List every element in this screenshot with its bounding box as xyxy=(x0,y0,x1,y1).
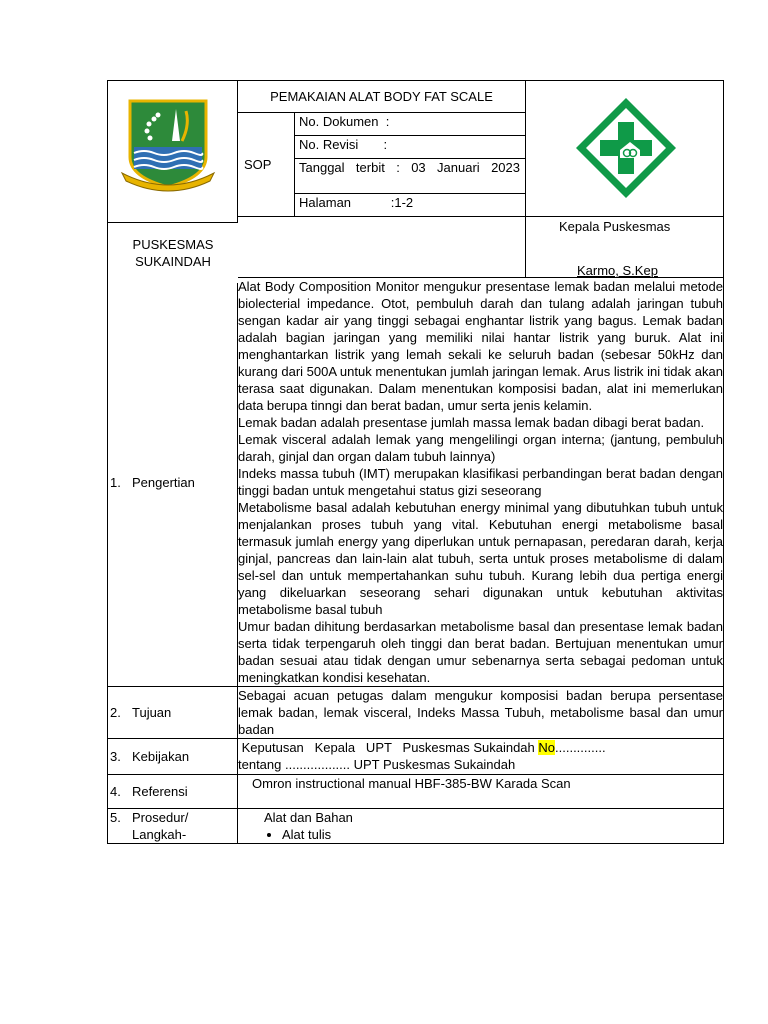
section-number: 4. xyxy=(110,784,121,799)
no-revisi: No. Revisi : xyxy=(295,136,526,159)
section-label: Kebijakan xyxy=(132,749,190,764)
section-number: 1. xyxy=(110,474,121,490)
sop-label: SOP xyxy=(238,113,295,217)
pengertian-text xyxy=(238,278,724,687)
section-label: Referensi xyxy=(132,784,188,799)
section-number: 2. xyxy=(110,705,121,720)
prosedur-list xyxy=(238,826,723,843)
puskesmas-logo-cell xyxy=(526,81,724,217)
kebijakan-line2: tentang .................. UPT Puskesmas Sukaindah xyxy=(238,757,516,772)
tujuan-label-cell xyxy=(108,687,238,739)
signer-cell xyxy=(526,217,724,278)
list-item: • Alat tulis xyxy=(282,826,723,843)
paragraph: Alat Body Composition Monitor mengukur presentase lemak badan melalui metode biolecterial impedance. Otot, pembuluh darah dan tulang adalah jaringan tubuh sengan kadar air yang tinggi sebagai enghantar listrik yang bagus. Lemak badan adalah bagian jaringan yang memiliki nilai hantar listrik yang buruk. Alat ini menghantarkan listrik yang lemah sekali ke seluruh badan (sebesar 50kHz dan kurang dari 500A untuk menentukan jumlah jaringan lemak. Arus listrik ini tidak akan terasa saat digunakan. Dalam menentukan komposisi badan, alat ini memerlukan data berupa tinngi dan berat badan, umur serta jenis kelamin. xyxy=(238,279,723,413)
paragraph: Umur badan dihitung berdasarkan metabolisme basal dan presentase lemak badan serta tidak terpengaruh oleh tinggi dan berat badan. Bertujuan menentukan umur badan sesuai atau tidak dengan umur sebenarnya serta sebagai pedoman untuk meningkatkan kondisi kesehatan. xyxy=(238,619,723,685)
sop-table xyxy=(107,80,724,844)
tanggal-terbit: Tanggal terbit : 03 Januari 2023 xyxy=(295,159,526,194)
institution-name xyxy=(108,222,238,283)
highlighted-no: No xyxy=(538,740,556,755)
referensi-text: Omron instructional manual HBF-385-BW Karada Scan xyxy=(238,775,724,809)
paragraph: Lemak badan adalah presentase jumlah massa lemak badan dibagi berat badan. xyxy=(238,415,705,430)
section-label: Pengertian xyxy=(132,474,195,490)
paragraph: Lemak visceral adalah lemak yang mengelilingi organ interna; (jantung, pembuluh darah, ginjal dan organ dalam tubuh lainnya) xyxy=(238,432,723,464)
section-label: Tujuan xyxy=(132,705,172,720)
section-label: Prosedur/ xyxy=(132,810,189,825)
institution-label: PUSKESMAS SUKAINDAH xyxy=(132,237,214,269)
regency-emblem-icon xyxy=(120,97,216,193)
prosedur-heading: Alat dan Bahan xyxy=(264,810,353,825)
empty-cell xyxy=(238,217,526,278)
kebijakan-line1: Keputusan Kepala UPT Puskesmas Sukaindah xyxy=(238,740,539,755)
document-title: PEMAKAIAN ALAT BODY FAT SCALE xyxy=(238,81,526,113)
prosedur-text xyxy=(238,809,724,844)
kebijakan-label-cell xyxy=(108,739,238,775)
halaman: Halaman :1-2 xyxy=(295,194,526,217)
kebijakan-text xyxy=(238,739,724,775)
referensi-label-cell xyxy=(108,775,238,809)
no-dokumen: No. Dokumen : xyxy=(295,113,526,136)
paragraph: Metabolisme basal adalah kebutuhan energy minimal yang dibutuhkan tubuh untuk menjalankan proses tubuh yang vital. Kebutuhan energi metabolisme basal termasuk jumlah energy yang diperlukan untuk pernapasan, peredaran darah, kerja ginjal, pancreas dan lain-lain alat tubuh, serta untuk proses metabolisme di dalam sel-sel dan untuk mempertahankan suhu tubuh. Kurang lebih dua pertiga energi yang dikeluarkan seseorang sehari digunakan untuk kebutuhan aktivitas metabolisme basal tubuh xyxy=(238,500,723,617)
section-number: 5. xyxy=(110,810,121,825)
puskesmas-logo-icon xyxy=(572,94,680,202)
section-label-cont: Langkah- xyxy=(132,827,187,842)
kebijakan-dots: .............. xyxy=(555,740,606,755)
signer-name: Karmo, S.Kep xyxy=(577,263,658,278)
signer-title: Kepala Puskesmas xyxy=(559,219,671,234)
section-number: 3. xyxy=(110,749,121,764)
prosedur-label-cell xyxy=(108,809,238,844)
paragraph: Indeks massa tubuh (IMT) merupakan klasifikasi perbandingan berat badan dengan tinggi badan untuk mengetahui status gizi seseorang xyxy=(238,466,723,498)
tujuan-text: Sebagai acuan petugas dalam mengukur komposisi badan berupa persentase lemak badan, lemak visceral, Indeks Massa Tubuh, metabolisme basal dan umur badan xyxy=(238,688,723,737)
pengertian-label-cell xyxy=(108,278,238,687)
